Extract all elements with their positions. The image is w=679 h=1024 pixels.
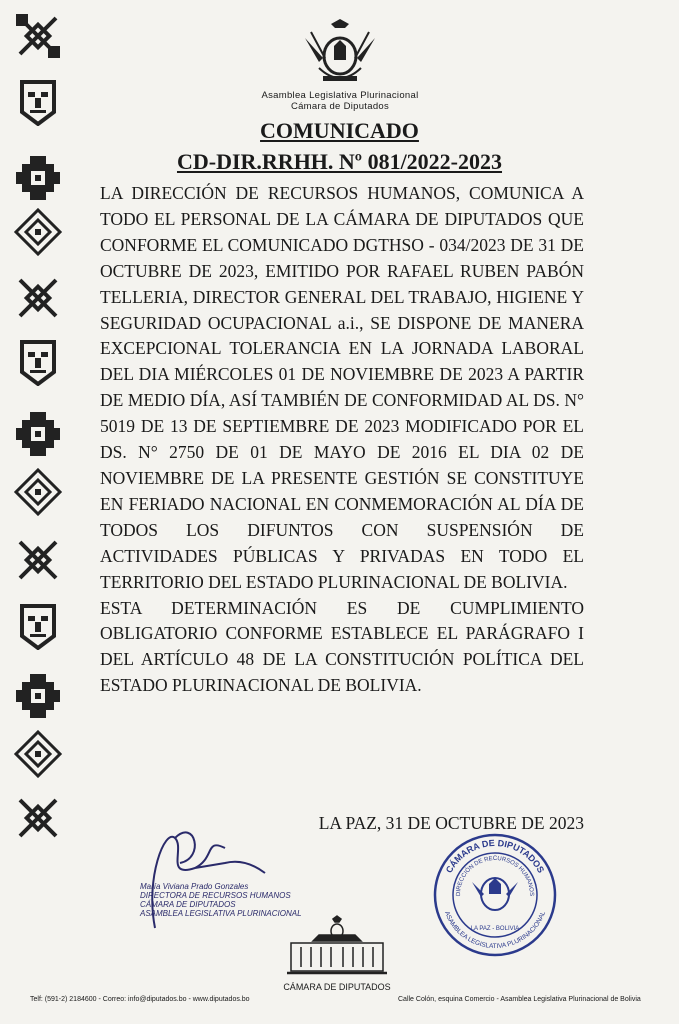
national-crest-icon bbox=[301, 18, 379, 90]
org-name-line2: Cámara de Diputados bbox=[290, 101, 390, 112]
x-pattern-icon bbox=[14, 12, 62, 60]
stamp-bottom-text: ASAMBLEA LEGISLATIVA PLURINACIONAL bbox=[442, 910, 548, 951]
x-pattern-icon bbox=[14, 794, 62, 842]
body-paragraph: LA DIRECCIÓN DE RECURSOS HUMANOS, COMUNICA A TODO EL PERSONAL DE LA CÁMARA DE DIPUTADOS QUE CONFORME EL COMUNICADO DGTHSO - 034/2023 DE 31 DE OCTUBRE DE 2023, EMITIDO POR RAFAEL RUBEN PABÓN TELLERIA, DIRECTOR GENERAL DEL TRABAJO, HIGIENE Y SEGURIDAD OCUPACIONAL a.i., SE DISPONE DE MANERA EXCEPCIONAL TOLERANCIA EN LA JORNADA LABORAL DEL DIA MIÉRCOLES 01 DE NOVIEMBRE DE 2023 A PARTIR DE MEDIO DÍA, ASÍ TAMBIÉN DE CONFORMIDAD AL DS. N° 5019 DE 13 DE SEPTIEMBRE DE 2023 MODIFICADO POR EL DS. N° 2750 DE 01 DE MAYO DE 2016 EL DIA 02 DE NOVIEMBRE DE LA PRESENTE GESTIÓN SE CONSTITUYE EN FERIADO NACIONAL EN CONMEMORACIÓN AL DÍA DE TODOS LOS DIFUNTOS CON SUSPENSIÓN DE ACTIVIDADES PÚBLICAS Y PRIVADAS EN TODO EL TERRITORIO DEL ESTADO PLURINACIONAL DE BOLIVIA. bbox=[100, 183, 584, 592]
document-reference: CD-DIR.RRHH. Nº 081/2022-2023 bbox=[176, 149, 503, 174]
body-paragraph: ESTA DETERMINACIÓN ES DE CUMPLIMIENTO OBLIGATORIO CONFORME ESTABLECE EL PARÁGRAFO I DEL ARTÍCULO 48 DE LA CONSTITUCIÓN POLÍTICA DEL ESTADO PLURINACIONAL DE BOLIVIA. bbox=[100, 597, 584, 696]
chamber-building-icon bbox=[283, 915, 391, 977]
document-heading: COMUNICADO bbox=[260, 118, 419, 143]
stamp-inner-text: DIRECCIÓN DE RECURSOS HUMANOS bbox=[455, 855, 535, 897]
document-body bbox=[100, 181, 584, 699]
stamp-top-text: CÁMARA DE DIPUTADOS bbox=[443, 837, 547, 875]
handwritten-signature bbox=[135, 818, 285, 938]
face-mask-icon bbox=[14, 602, 62, 650]
stepped-cross-icon bbox=[14, 410, 62, 458]
x-pattern-icon bbox=[14, 536, 62, 584]
footer-contact: Telf: (591-2) 2184600 - Correo: info@diputados.bo - www.diputados.bo bbox=[30, 996, 250, 1003]
stamp-city-text: LA PAZ - BOLIVIA bbox=[470, 926, 520, 932]
signatory-block bbox=[140, 882, 302, 918]
place-date: LA PAZ, 31 DE OCTUBRE DE 2023 bbox=[318, 813, 584, 833]
signatory-chamber: CÁMARA DE DIPUTADOS bbox=[140, 900, 236, 909]
x-pattern-icon bbox=[14, 274, 62, 322]
diamond-pattern-icon bbox=[14, 730, 62, 778]
stepped-cross-icon bbox=[14, 672, 62, 720]
diamond-pattern-icon bbox=[14, 208, 62, 256]
org-name-line1: Asamblea Legislativa Plurinacional bbox=[261, 90, 419, 101]
footer-address: Calle Colón, esquina Comercio - Asamblea Legislativa Plurinacional de Bolivia bbox=[398, 996, 641, 1003]
footer-logo-text: CÁMARA DE DIPUTADOS bbox=[283, 982, 391, 992]
diamond-pattern-icon bbox=[14, 468, 62, 516]
signatory-assembly: ASAMBLEA LEGISLATIVA PLURINACIONAL bbox=[140, 909, 302, 918]
official-stamp bbox=[432, 832, 558, 958]
letterhead bbox=[200, 18, 480, 112]
face-mask-icon bbox=[14, 338, 62, 386]
signatory-name: María Viviana Prado Gonzales bbox=[140, 882, 249, 891]
footer-logo bbox=[283, 915, 391, 992]
signatory-title: DIRECTORA DE RECURSOS HUMANOS bbox=[140, 891, 291, 900]
